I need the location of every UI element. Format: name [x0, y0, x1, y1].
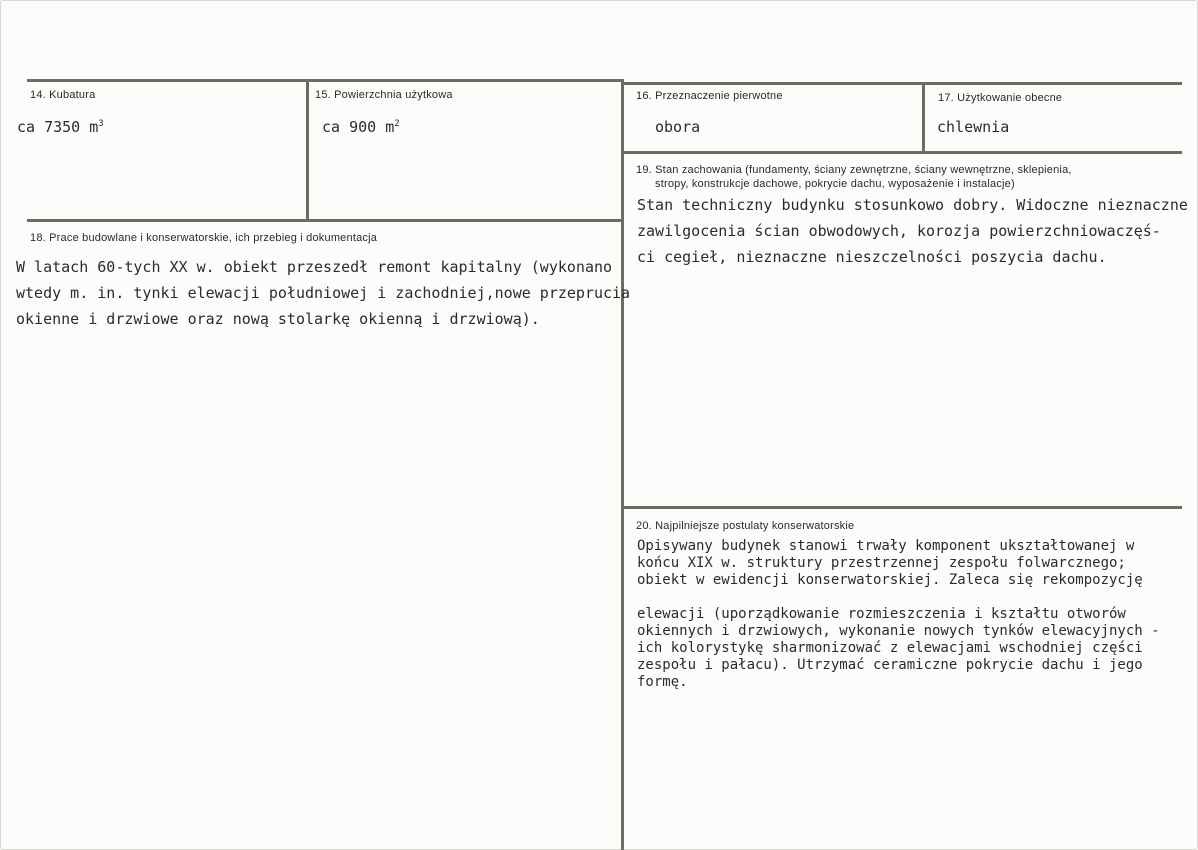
field-19-line: zawilgocenia ścian obwodowych, korozja powierzchniowaczęś-: [637, 222, 1161, 240]
field-20-line: ich kolorystykę sharmonizować z elewacjami wschodniej części: [637, 640, 1143, 656]
field-20-label: 20. Najpilniejsze postulaty konserwatorskie: [636, 520, 855, 532]
field-14-value-exponent: 3: [98, 119, 104, 129]
field-14-value: [17, 118, 104, 136]
field-17-value: chlewnia: [937, 118, 1010, 136]
field-15-value: [322, 118, 400, 136]
field-20-line: obiekt w ewidencji konserwatorskiej. Zaleca się rekompozycję: [637, 572, 1143, 588]
field-20-line: formę.: [637, 674, 688, 690]
field-20-line: zespołu i pałacu). Utrzymać ceramiczne pokrycie dachu i jego: [637, 657, 1143, 673]
field-15-value-exponent: 2: [394, 119, 400, 129]
field-19-text: [637, 192, 1188, 270]
rule-top-left: [27, 79, 624, 82]
rule-main-divider: [621, 79, 624, 850]
field-18-line: okienne i drzwiowe oraz nową stolarkę okienną i drzwiową).: [16, 310, 540, 328]
field-19-line: ci cegieł, nieznaczne nieszczelności poszycia dachu.: [637, 248, 1107, 266]
field-18-line: wtedy m. in. tynki elewacji południowej i zachodniej,nowe przeprucia: [16, 284, 631, 302]
field-20-line: Opisywany budynek stanowi trwały komponent ukształtowanej w: [637, 538, 1135, 554]
field-18-line: W latach 60-tych XX w. obiekt przeszedł remont kapitalny (wykonano: [16, 258, 613, 276]
rule-divider-16-17: [922, 82, 925, 153]
field-18-text: [16, 254, 630, 332]
field-20-line: końcu XIX w. struktury przestrzennej zespołu folwarcznego;: [637, 555, 1126, 571]
field-20-text-part-1: [637, 538, 1143, 589]
field-18-label: 18. Prace budowlane i konserwatorskie, ich przebieg i dokumentacja: [30, 232, 378, 244]
rule-section-20-top: [624, 506, 1182, 509]
field-17-label: 17. Użytkowanie obecne: [938, 92, 1063, 104]
field-15-label: 15. Powierzchnia użytkowa: [315, 89, 453, 101]
rule-section-19-top: [624, 151, 1182, 154]
field-19-line: Stan techniczny budynku stosunkowo dobry. Widoczne nieznaczne: [637, 196, 1188, 214]
field-19-label-line-1: 19. Stan zachowania (fundamenty, ściany zewnętrzne, ściany wewnętrzne, sklepienia,: [636, 164, 1072, 176]
field-16-label: 16. Przeznaczenie pierwotne: [636, 90, 783, 102]
field-20-text-part-2: [637, 606, 1160, 691]
field-14-label: 14. Kubatura: [30, 89, 96, 101]
rule-divider-14-15: [306, 79, 309, 222]
field-16-value: obora: [655, 118, 701, 136]
field-14-value-text: ca 7350 m: [17, 118, 99, 136]
field-15-value-text: ca 900 m: [322, 118, 395, 136]
rule-top-right: [624, 82, 1182, 85]
rule-section-18-top: [27, 219, 624, 222]
field-20-line: okiennych i drzwiowych, wykonanie nowych tynków elewacyjnych -: [637, 623, 1160, 639]
field-19-label-line-2: stropy, konstrukcje dachowe, pokrycie dachu, wyposażenie i instalacje): [655, 178, 1015, 190]
field-20-line: elewacji (uporządkowanie rozmieszczenia i kształtu otworów: [637, 606, 1126, 622]
